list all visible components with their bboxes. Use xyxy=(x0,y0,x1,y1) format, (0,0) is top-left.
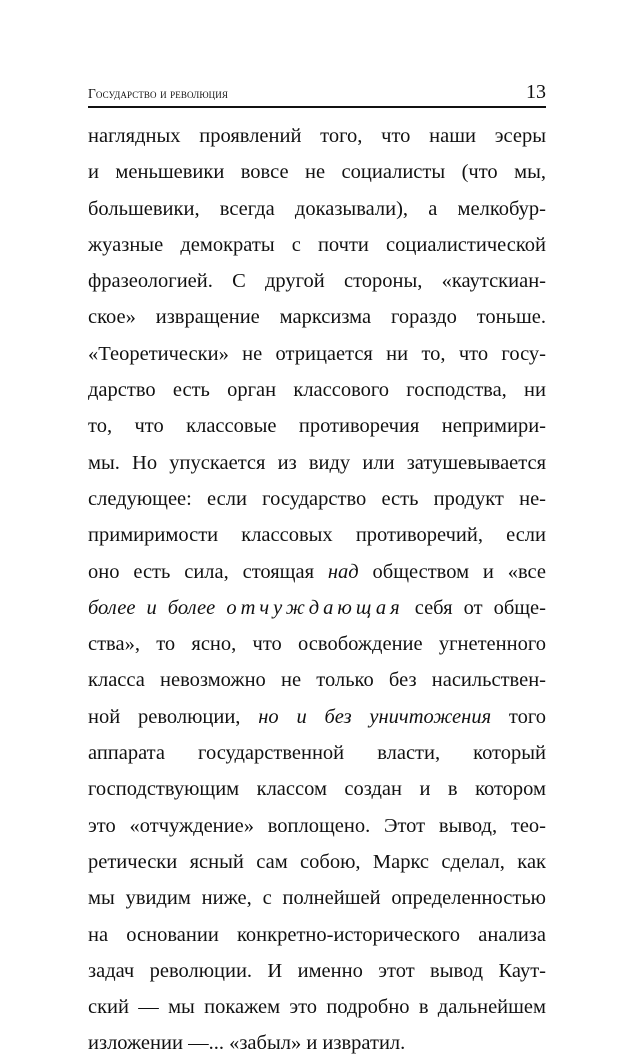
text-line: и меньшевики вовсе не социалисты (что мы, xyxy=(88,161,546,184)
text-line: господствующим классом создан и в котором xyxy=(88,778,546,801)
text-line: на основании конкретно-исторического анализа xyxy=(88,923,546,946)
text-line: ства», то ясно, что освобождение угнетенного xyxy=(88,633,546,656)
text-line: следующее: если государство есть продукт не- xyxy=(88,487,546,510)
text-run: обществом и «все xyxy=(358,560,546,583)
text-line xyxy=(88,699,546,735)
text-line: аппарата государственной власти, который xyxy=(88,742,546,765)
text-line: изложении —... «забыл» и извратил. xyxy=(88,1032,406,1055)
text-line: большевики, всегда доказывали), а мелкобур- xyxy=(88,197,546,220)
text-line: наглядных проявлений того, что наши эсеры xyxy=(88,125,546,147)
text-line: «Теоретически» не отрицается ни то, что госу- xyxy=(88,342,546,365)
text-line: дарство есть орган классового господства, ни xyxy=(88,379,546,402)
text-line: жуазные демократы с почти социалистической xyxy=(88,233,546,256)
text-line: класса невозможно не только без насильствен- xyxy=(88,669,546,692)
text-line: примиримости классовых противоречий, если xyxy=(88,524,546,547)
page-number: 13 xyxy=(526,81,546,103)
header-rule xyxy=(88,106,546,108)
text-line: ретически ясный сам собою, Маркс сделал, как xyxy=(88,850,546,873)
text-line: то, что классовые противоречия непримири- xyxy=(88,415,546,438)
text-line: ский — мы покажем это подробно в дальнейшем xyxy=(88,996,546,1019)
spaced-emphasis-run: отчуждающая xyxy=(226,596,404,619)
running-header xyxy=(88,80,546,108)
text-run: ной революции, xyxy=(88,705,259,728)
text-line: ское» извращение марксизма гораздо тоньше. xyxy=(88,306,546,329)
text-line xyxy=(88,554,546,590)
text-run: оно есть сила, стоящая xyxy=(88,560,328,583)
text-line: фразеологией. С другой стороны, «каутскиан- xyxy=(88,270,546,293)
text-run: себя от обще- xyxy=(403,596,546,619)
running-title: Государство и революция xyxy=(88,86,228,101)
emphasis-run: над xyxy=(327,560,359,583)
text-run: того xyxy=(491,705,546,728)
body-text xyxy=(88,118,546,1062)
text-line: это «отчуждение» воплощено. Этот вывод, тео- xyxy=(88,814,546,837)
text-line: мы увидим ниже, с полнейшей определенностью xyxy=(88,887,546,910)
text-line: мы. Но упускается из виду или затушевывается xyxy=(88,451,546,474)
emphasis-run: более и более xyxy=(88,596,227,619)
text-line xyxy=(88,590,546,626)
emphasis-run: но и без уничтожения xyxy=(258,705,492,728)
text-line: задач революции. И именно этот вывод Каут- xyxy=(88,959,546,982)
